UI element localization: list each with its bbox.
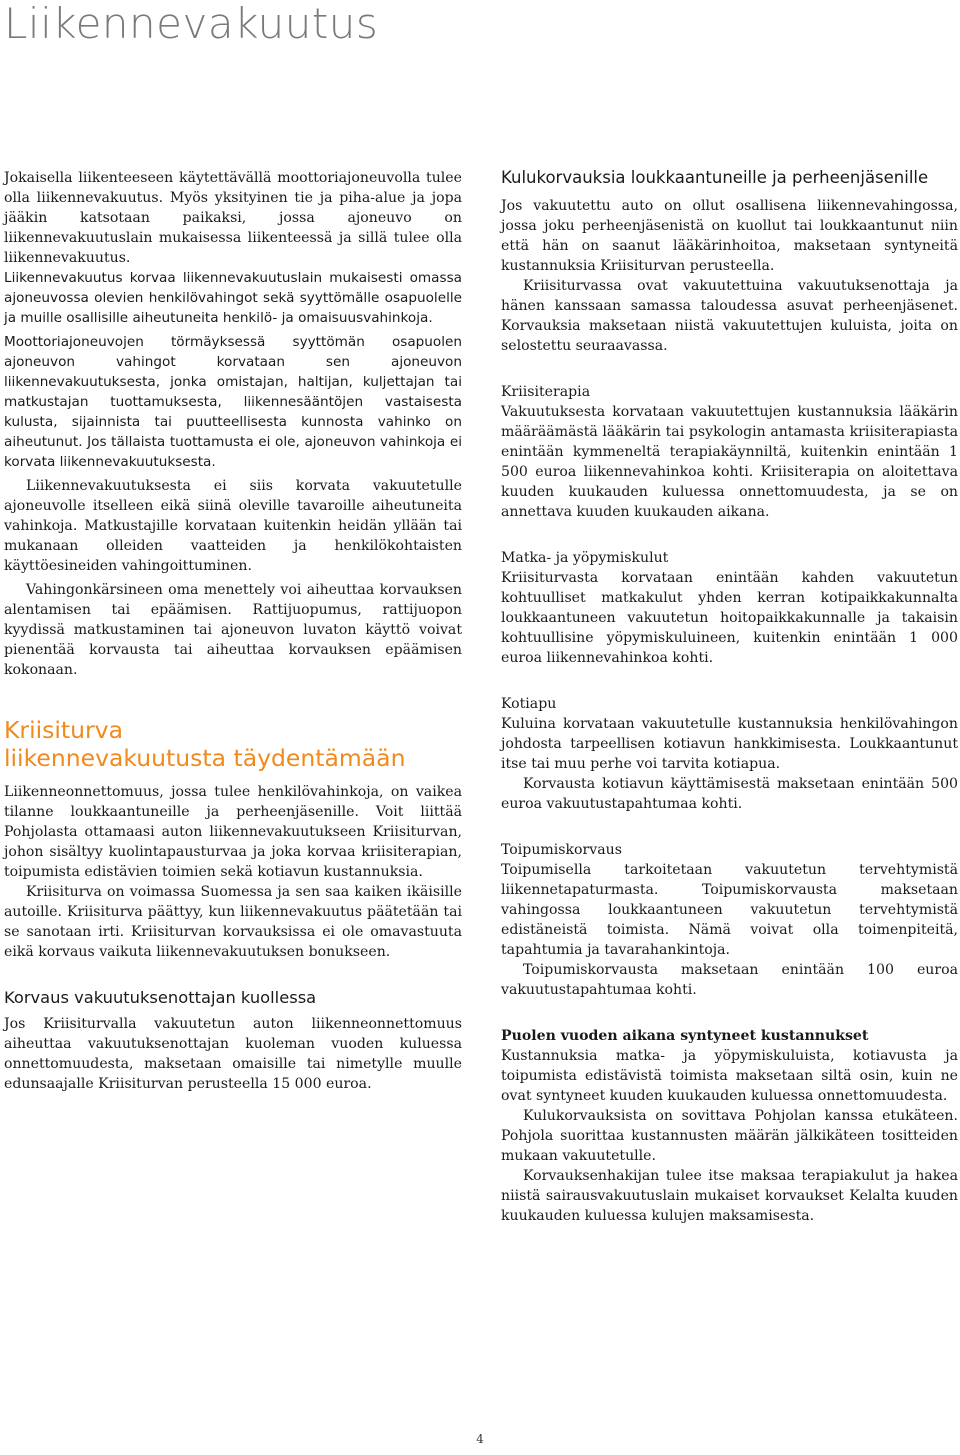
recovery-heading: Toipumiskorvaus [501, 842, 622, 858]
home-help-paragraph: Kuluina korvataan vakuutetulle kustannuksia henkilövahingon johdosta tarpeellisen kotiavun hankkimisesta. Loukkaantunut itse tai muu perhe voi tarvita kotiapua. [501, 716, 958, 772]
coverage-paragraph: Liikennevakuutus korvaa liikennevakuutuslain mukaisesti omassa ajoneuvossa olevien henkilövahingot sekä syyttömälle osapuolelle ja muille osallisille aiheutuneita henkilö- ja omaisuusvahinkoja. [4, 270, 462, 326]
travel-costs-heading: Matka- ja yöpymiskulut [501, 550, 669, 566]
home-help-heading: Kotiapu [501, 696, 557, 712]
left-column [4, 168, 462, 1094]
death-compensation-heading: Korvaus vakuutuksenottajan kuollessa [4, 988, 317, 1007]
insured-persons-paragraph: Kriisiturvassa ovat vakuutettuina vakuutuksenottaja ja hänen kanssaan samassa taloudessa asuvat perheenjäsenet. Korvauksia maksetaan niistä vakuutettujen kuluista, joita on selostettu seuraavassa. [501, 278, 958, 354]
kriisiturva-heading-line1: Kriisiturva [4, 716, 123, 744]
recovery-paragraph: Toipumisella tarkoitetaan vakuutetun tervehtymistä liikennetapaturmasta. Toipumiskorvausta maksetaan vahingossa loukkaantuneen vakuutetun tervehtymistä edistäneistä toimista. Nämä voivat olla toimenpiteitä, tapahtumia ja tavarahankintoja. [501, 862, 958, 958]
travel-costs-paragraph: Kriisiturvasta korvataan enintään kahden vakuutetun kohtuulliset matkakulut yhden kerran kotipaikkakunnalta loukkaantuneen vakuutetun hoitopaikkakunnalle ja takaisin kohtuullisine yöpymiskuluineen, kuitenkin enintään 1 000 euroa liikennevahinkoa kohti. [501, 570, 958, 666]
therapy-payment-paragraph: Korvauksenhakijan tulee itse maksaa terapiakulut ja hakea niistä sairausvakuutuslain mukaiset korvaukset Kelalta kuuden kuukauden kuluessa kulujen maksamisesta. [501, 1168, 958, 1224]
expense-intro-paragraph: Jos vakuutettu auto on ollut osallisena liikennevahingossa, jossa joku perheenjäsenistä on kuollut tai loukkaantunut niin että hän on saanut lääkärinhoitoa, maksetaan syntyneitä kustannuksia Kriisiturvan perusteella. [501, 198, 958, 274]
expense-compensation-heading: Kulukorvauksia loukkaantuneille ja perheenjäsenille [501, 168, 929, 187]
right-column [501, 168, 958, 1226]
home-help-limit-paragraph: Korvausta kotiavun käyttämisestä maksetaan enintään 500 euroa vakuutustapahtumaa kohti. [501, 776, 958, 812]
kriisiterapia-heading: Kriisiterapia [501, 384, 591, 400]
page-title: Liikennevakuutus [4, 0, 379, 48]
kriisiturva-validity-paragraph: Kriisiturva on voimassa Suomessa ja sen saa kaiken ikäisille autoille. Kriisiturva päättyy, kun liikennevakuutus päätetään tai se sanotaan irti. Kriisiturvan korvauksissa ei ole omavastuuta eikä korvaus vaikuta liikennevakuutuksen bonukseen. [4, 884, 462, 960]
six-month-costs-paragraph: Kustannuksia matka- ja yöpymiskuluista, kotiavusta ja toipumista edistävistä toimista maksetaan siltä osin, kuin ne ovat syntyneet kuuden kuukauden kuluessa onnettomuudesta. [501, 1048, 958, 1104]
agreement-paragraph: Kulukorvauksista on sovittava Pohjolan kanssa etukäteen. Pohjola suorittaa kustannusten määrän jälkikäteen tositteiden mukaan vakuutetulle. [501, 1108, 958, 1164]
exclusions-paragraph: Liikennevakuutuksesta ei siis korvata vakuutetulle ajoneuvolle itselleen eikä siinä oleville tavaroille aiheutuneita vahinkoja. Matkustajille korvataan kuitenkin heidän yllään tai mukanaan olleiden vaatteiden ja henkilökohtaisten käyttöesineiden vahingoittuminen. [4, 478, 462, 574]
kriisiturva-heading [4, 716, 462, 772]
six-month-costs-heading: Puolen vuoden aikana syntyneet kustannukset [501, 1028, 869, 1044]
page-number: 4 [476, 1432, 484, 1446]
collision-paragraph: Moottoriajoneuvojen törmäyksessä syyttömän osapuolen ajoneuvon vahingot korvataan sen ajoneuvon liikennevakuutuksesta, jonka omistajan, haltijan, kuljettajan tai matkustajan tuottamuksesta, liikennesääntöjen vastaisesta kulusta, sijainnista tai puutteellisesta kunnosta vahinko on aiheutunut. Jos tällaista tuottamusta ei ole, ajoneuvon vahinkoja ei korvata liikennevakuutuksesta. [4, 334, 462, 470]
death-compensation-paragraph: Jos Kriisiturvalla vakuutetun auton liikenneonnettomuus aiheuttaa vakuutuksenottajan kuoleman vuoden kuluessa onnettomuudesta, maksetaan omaisille tai nimetylle muulle edunsaajalle Kriisiturvan perusteella 15 000 euroa. [4, 1016, 462, 1092]
reduction-paragraph: Vahingonkärsineen oma menettely voi aiheuttaa korvauksen alentamisen tai epäämisen. Rattijuopumus, rattijuopon kyydissä matkustaminen tai ajoneuvon luvaton käyttö voivat pienentää korvausta tai aiheuttaa korvauksen epäämisen kokonaan. [4, 582, 462, 678]
kriisiturva-paragraph: Liikenneonnettomuus, jossa tulee henkilövahinkoja, on vaikea tilanne loukkaantuneille ja perheenjäsenille. Voit liittää Pohjolasta ottamaasi auton liikennevakuutukseen Kriisiturvan, johon sisältyy kuolintapausturvaa ja joka korvaa kriisiterapian, toipumista edistävien toimien sekä kotiavun kustannuksia. [4, 784, 462, 880]
recovery-limit-paragraph: Toipumiskorvausta maksetaan enintään 100 euroa vakuutustapahtumaa kohti. [501, 962, 958, 998]
intro-paragraph: Jokaisella liikenteeseen käytettävällä moottoriajoneuvolla tulee olla liikennevakuutus. Myös yksityinen tie ja piha-alue ja jopa jääkin katsotaan paikaksi, jossa ajoneuvo on liikennevakuutuslain mukaisessa liikenteessä ja sillä tulee olla liikennevakuutus. [4, 170, 462, 266]
kriisiturva-heading-line2: liikennevakuutusta täydentämään [4, 744, 406, 772]
kriisiterapia-paragraph: Vakuutuksesta korvataan vakuutettujen kustannuksia lääkärin määräämästä lääkärin tai psykologin antamasta kriisiterapiasta enintään kymmeneltä terapiakäynniltä, kuitenkin enintään 1 500 euroa liikennevahinkoa kohti. Kriisiterapia on aloitettava kuuden kuukauden kuluessa onnettomuudesta, ja se on annettava kuuden kuukauden aikana. [501, 404, 958, 520]
